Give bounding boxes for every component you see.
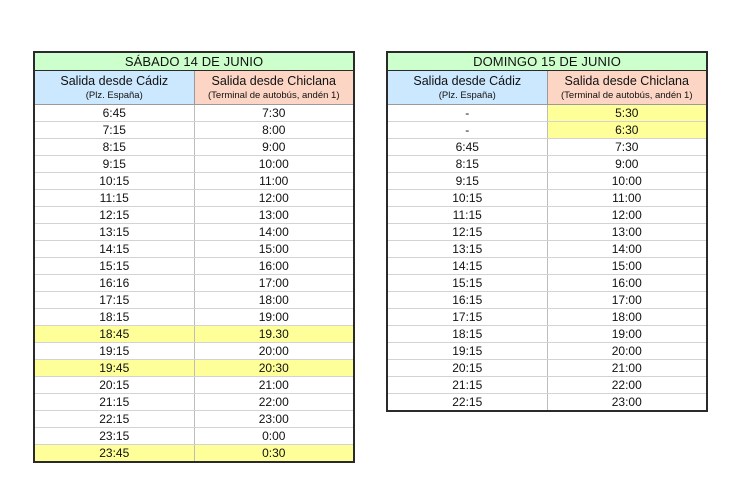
table-row bbox=[34, 309, 354, 326]
chiclana-departure-time: 20:30 bbox=[194, 360, 354, 377]
table-row bbox=[34, 207, 354, 224]
cadiz-departure-time: 23:15 bbox=[34, 428, 194, 445]
table-row bbox=[387, 190, 707, 207]
chiclana-departure-time: 8:00 bbox=[194, 122, 354, 139]
cadiz-departure-time: 6:45 bbox=[387, 139, 547, 156]
cadiz-departure-time: 6:45 bbox=[34, 105, 194, 122]
table-row bbox=[34, 411, 354, 428]
cadiz-departure-time: 7:15 bbox=[34, 122, 194, 139]
table-row bbox=[34, 122, 354, 139]
cadiz-departure-time: 8:15 bbox=[34, 139, 194, 156]
sunday-chiclana-header-sub: (Terminal de autobús, andén 1) bbox=[561, 89, 693, 101]
sunday-cadiz-header-label: Salida desde Cádiz bbox=[413, 73, 522, 88]
chiclana-departure-time: 11:00 bbox=[194, 173, 354, 190]
table-row bbox=[387, 122, 707, 139]
chiclana-departure-time: 19.30 bbox=[194, 326, 354, 343]
chiclana-departure-time: 22:00 bbox=[194, 394, 354, 411]
chiclana-departure-time: 13:00 bbox=[547, 224, 707, 241]
table-row bbox=[34, 258, 354, 275]
cadiz-departure-time: 10:15 bbox=[34, 173, 194, 190]
chiclana-departure-time: 0:30 bbox=[194, 445, 354, 463]
cadiz-departure-time: 20:15 bbox=[34, 377, 194, 394]
cadiz-departure-time: 9:15 bbox=[387, 173, 547, 190]
table-row bbox=[387, 156, 707, 173]
sunday-title: DOMINGO 15 DE JUNIO bbox=[387, 52, 707, 71]
table-row bbox=[34, 377, 354, 394]
cadiz-departure-time: 14:15 bbox=[34, 241, 194, 258]
cadiz-departure-time: 15:15 bbox=[34, 258, 194, 275]
table-row bbox=[387, 326, 707, 343]
table-row bbox=[387, 309, 707, 326]
table-row bbox=[34, 105, 354, 122]
sunday-chiclana-header-label: Salida desde Chiclana bbox=[564, 73, 689, 88]
chiclana-departure-time: 14:00 bbox=[194, 224, 354, 241]
cadiz-departure-time: 14:15 bbox=[387, 258, 547, 275]
table-row bbox=[387, 224, 707, 241]
table-row bbox=[387, 173, 707, 190]
cadiz-departure-time: 12:15 bbox=[34, 207, 194, 224]
table-row bbox=[387, 241, 707, 258]
table-row bbox=[34, 173, 354, 190]
saturday-cadiz-header bbox=[34, 71, 194, 105]
chiclana-departure-time: 6:30 bbox=[547, 122, 707, 139]
saturday-cadiz-header-sub: (Plz. España) bbox=[85, 89, 143, 101]
cadiz-departure-time: 12:15 bbox=[387, 224, 547, 241]
table-row bbox=[34, 139, 354, 156]
chiclana-departure-time: 19:00 bbox=[194, 309, 354, 326]
table-row bbox=[387, 139, 707, 156]
chiclana-departure-time: 13:00 bbox=[194, 207, 354, 224]
table-row bbox=[34, 156, 354, 173]
table-row bbox=[387, 275, 707, 292]
cadiz-departure-time: 22:15 bbox=[34, 411, 194, 428]
table-row bbox=[34, 326, 354, 343]
saturday-chiclana-header-label: Salida desde Chiclana bbox=[211, 73, 336, 88]
saturday-chiclana-header-sub: (Terminal de autobús, andén 1) bbox=[208, 89, 340, 101]
saturday-cadiz-header-label: Salida desde Cádiz bbox=[60, 73, 169, 88]
cadiz-departure-time: 20:15 bbox=[387, 360, 547, 377]
chiclana-departure-time: 22:00 bbox=[547, 377, 707, 394]
table-row bbox=[387, 360, 707, 377]
table-row bbox=[34, 275, 354, 292]
table-row bbox=[34, 241, 354, 258]
sunday-chiclana-header bbox=[547, 71, 707, 105]
saturday-title: SÁBADO 14 DE JUNIO bbox=[34, 52, 354, 71]
table-row bbox=[34, 190, 354, 207]
chiclana-departure-time: 7:30 bbox=[547, 139, 707, 156]
sunday-rows bbox=[387, 105, 707, 412]
cadiz-departure-time: 22:15 bbox=[387, 394, 547, 412]
cadiz-departure-time: - bbox=[387, 122, 547, 139]
chiclana-departure-time: 18:00 bbox=[547, 309, 707, 326]
table-row bbox=[34, 292, 354, 309]
chiclana-departure-time: 20:00 bbox=[194, 343, 354, 360]
cadiz-departure-time: 21:15 bbox=[34, 394, 194, 411]
cadiz-departure-time: 23:45 bbox=[34, 445, 194, 463]
chiclana-departure-time: 21:00 bbox=[194, 377, 354, 394]
cadiz-departure-time: 19:15 bbox=[387, 343, 547, 360]
cadiz-departure-time: 21:15 bbox=[387, 377, 547, 394]
table-row bbox=[34, 360, 354, 377]
chiclana-departure-time: 19:00 bbox=[547, 326, 707, 343]
chiclana-departure-time: 14:00 bbox=[547, 241, 707, 258]
cadiz-departure-time: - bbox=[387, 105, 547, 122]
table-row bbox=[387, 258, 707, 275]
chiclana-departure-time: 9:00 bbox=[194, 139, 354, 156]
cadiz-departure-time: 11:15 bbox=[34, 190, 194, 207]
cadiz-departure-time: 18:15 bbox=[34, 309, 194, 326]
chiclana-departure-time: 16:00 bbox=[547, 275, 707, 292]
chiclana-departure-time: 20:00 bbox=[547, 343, 707, 360]
chiclana-departure-time: 10:00 bbox=[194, 156, 354, 173]
cadiz-departure-time: 15:15 bbox=[387, 275, 547, 292]
table-row bbox=[387, 394, 707, 412]
cadiz-departure-time: 13:15 bbox=[387, 241, 547, 258]
cadiz-departure-time: 18:45 bbox=[34, 326, 194, 343]
sunday-schedule-table bbox=[386, 51, 708, 412]
cadiz-departure-time: 10:15 bbox=[387, 190, 547, 207]
chiclana-departure-time: 0:00 bbox=[194, 428, 354, 445]
table-row bbox=[387, 105, 707, 122]
cadiz-departure-time: 13:15 bbox=[34, 224, 194, 241]
cadiz-departure-time: 19:15 bbox=[34, 343, 194, 360]
chiclana-departure-time: 15:00 bbox=[547, 258, 707, 275]
chiclana-departure-time: 10:00 bbox=[547, 173, 707, 190]
saturday-chiclana-header bbox=[194, 71, 354, 105]
chiclana-departure-time: 5:30 bbox=[547, 105, 707, 122]
table-row bbox=[34, 394, 354, 411]
cadiz-departure-time: 16:15 bbox=[387, 292, 547, 309]
chiclana-departure-time: 11:00 bbox=[547, 190, 707, 207]
table-row bbox=[34, 428, 354, 445]
cadiz-departure-time: 17:15 bbox=[34, 292, 194, 309]
sunday-cadiz-header-sub: (Plz. España) bbox=[438, 89, 496, 101]
saturday-rows bbox=[34, 105, 354, 463]
table-row bbox=[34, 343, 354, 360]
chiclana-departure-time: 9:00 bbox=[547, 156, 707, 173]
table-row bbox=[34, 445, 354, 463]
cadiz-departure-time: 16:16 bbox=[34, 275, 194, 292]
chiclana-departure-time: 23:00 bbox=[547, 394, 707, 412]
table-row bbox=[387, 343, 707, 360]
saturday-schedule-table bbox=[33, 51, 355, 463]
cadiz-departure-time: 11:15 bbox=[387, 207, 547, 224]
chiclana-departure-time: 15:00 bbox=[194, 241, 354, 258]
sunday-cadiz-header bbox=[387, 71, 547, 105]
table-row bbox=[34, 224, 354, 241]
chiclana-departure-time: 12:00 bbox=[194, 190, 354, 207]
chiclana-departure-time: 21:00 bbox=[547, 360, 707, 377]
chiclana-departure-time: 7:30 bbox=[194, 105, 354, 122]
table-row bbox=[387, 207, 707, 224]
cadiz-departure-time: 9:15 bbox=[34, 156, 194, 173]
cadiz-departure-time: 19:45 bbox=[34, 360, 194, 377]
chiclana-departure-time: 17:00 bbox=[194, 275, 354, 292]
table-row bbox=[387, 377, 707, 394]
cadiz-departure-time: 8:15 bbox=[387, 156, 547, 173]
chiclana-departure-time: 23:00 bbox=[194, 411, 354, 428]
chiclana-departure-time: 18:00 bbox=[194, 292, 354, 309]
cadiz-departure-time: 17:15 bbox=[387, 309, 547, 326]
chiclana-departure-time: 12:00 bbox=[547, 207, 707, 224]
chiclana-departure-time: 16:00 bbox=[194, 258, 354, 275]
cadiz-departure-time: 18:15 bbox=[387, 326, 547, 343]
chiclana-departure-time: 17:00 bbox=[547, 292, 707, 309]
table-row bbox=[387, 292, 707, 309]
